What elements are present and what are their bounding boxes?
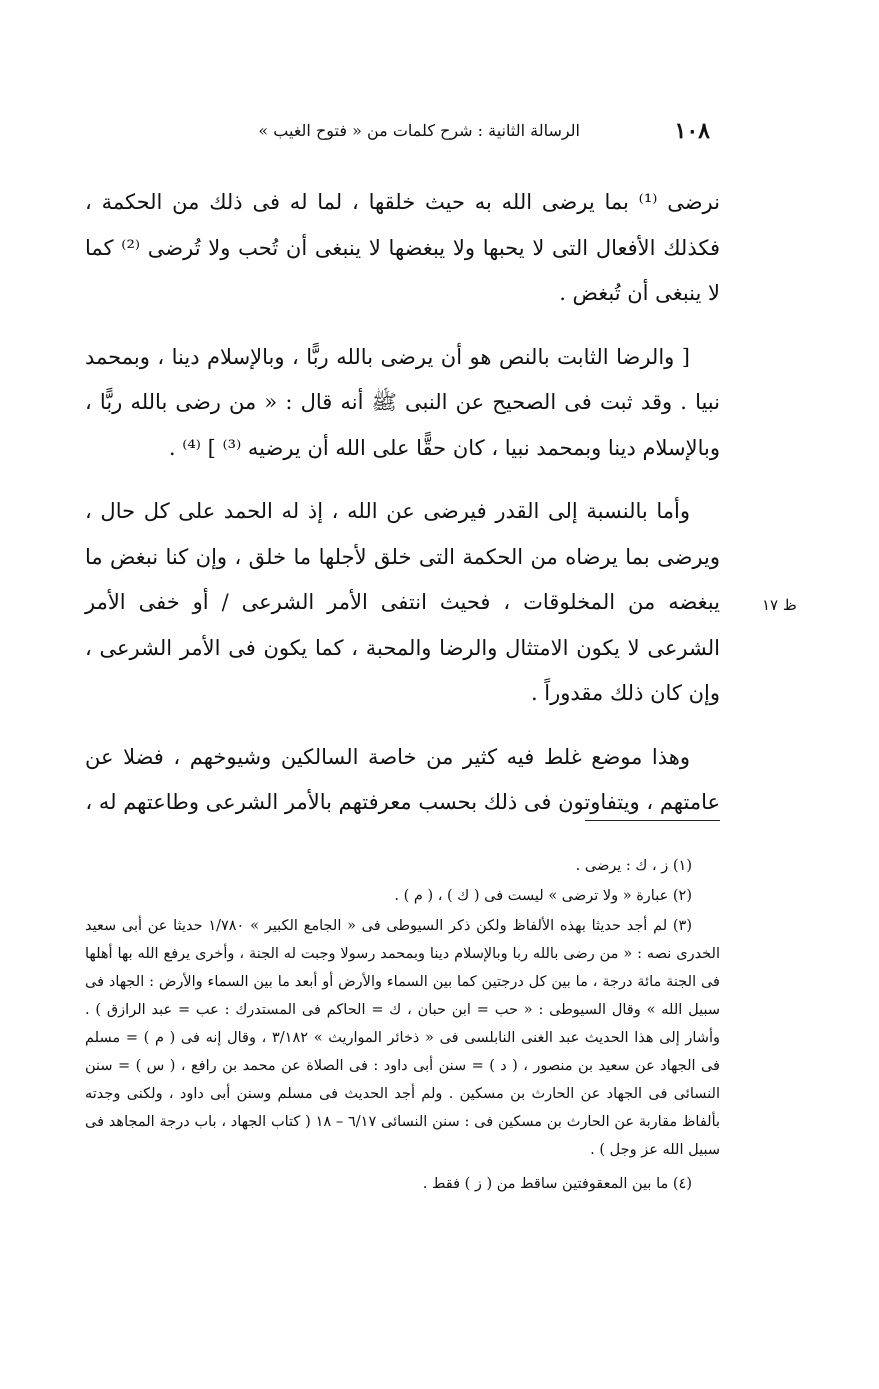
page-header — [60, 118, 710, 148]
footnote: (٢) عبارة « ولا ترضى » ليست فى ( ك ) ، ( م ) . — [394, 888, 692, 904]
main-text — [85, 180, 720, 844]
page-number: ١٠٨ — [674, 118, 710, 144]
footnote: (٣) لم أجد حديثا بهذه الألفاظ ولكن ذكر السيوطى فى « الجامع الكبير » ١/٧٨٠ حديثا عن أبى سعيد الخدرى نصه : « من رضى بالله ربا وبالإسلام دينا وبمحمد رسولا وجبت له الجنة ، وأخرى يرفع الله بها أهلها فى الجنة مائة درجة ، ما بين كل درجتين كما بين السماء والأرض أو أبعد ما بين السماء والأرض : الجهاد فى سبيل الله » وقال السيوطى : « حب = ابن حبان ، ك = الحاكم فى المستدرك : عب = عبد الرازق ) . وأشار إلى هذا الحديث عبد الغنى النابلسى فى « ذخائر المواريث » ٣/١٨٢ ، وقال إنه فى ( م ) = مسلم فى الجهاد عن سعيد بن منصور ، ( د ) = سنن أبى داود : فى الصلاة عن محمد بن رافع ، ( س ) = سنن النسائى فى الجهاد عن الحارث بن مسكين . ولم أجد الحديث فى مسلم وسنن أبى داود ، ولكنى وجدته بألفاظ مقاربة عن الحارث بن مسكين فى : سنن النسائى ٦/١٧ – ١٨ ( كتاب الجهاد ، باب درجة المجاهد فى سبيل الله عز وجل ) . — [85, 918, 721, 1158]
footnotes — [85, 852, 720, 1200]
footnote: (١) ز ، ك : يرضى . — [575, 858, 692, 874]
footnote-divider — [585, 820, 720, 821]
margin-folio-note: ظ ١٧ — [762, 596, 797, 614]
footnote: (٤) ما بين المعقوفتين ساقط من ( ز ) فقط . — [422, 1176, 692, 1192]
paragraph: وأما بالنسبة إلى القدر فيرضى عن الله ، إذ له الحمد على كل حال ، ويرضى بما يرضاه من الحكمة التى خلق لأجلها ما خلق ، وإن كنا نبغض ما يبغضه من المخلوقات ، فحيث انتفى الأمر الشرعى / أو خفى الأمر الشرعى لا يكون الامتثال والرضا والمحبة ، كما يكون فى الأمر الشرعى ، وإن كان ذلك مقدوراً . — [85, 499, 720, 705]
paragraph: وهذا موضع غلط فيه كثير من خاصة السالكين وشيوخهم ، فضلا عن عامتهم ، ويتفاوتون فى ذلك بحسب معرفتهم بالأمر الشرعى وطاعتهم له ، — [85, 744, 720, 814]
paragraph: نرضى ⁽¹⁾ بما يرضى الله به حيث خلقها ، لما له فى ذلك من الحكمة ، فكذلك الأفعال التى لا يحبها ولا يبغضها لا ينبغى أن تُحب ولا تُرضى ⁽²⁾ كما لا ينبغى أن تُبغض . — [85, 190, 720, 305]
running-title: الرسالة الثانية : شرح كلمات من « فتوح الغيب » — [258, 121, 580, 140]
paragraph: [ والرضا الثابت بالنص هو أن يرضى بالله ربًّا ، وبالإسلام دينا ، وبمحمد نبيا . وقد ثبت فى الصحيح عن النبى ﷺ أنه قال : « من رضى بالله ربًّا ، وبالإسلام دينا وبمحمد نبيا ، كان حقًّا على الله أن يرضيه ⁽³⁾ ] ⁽⁴⁾ . — [85, 344, 720, 460]
